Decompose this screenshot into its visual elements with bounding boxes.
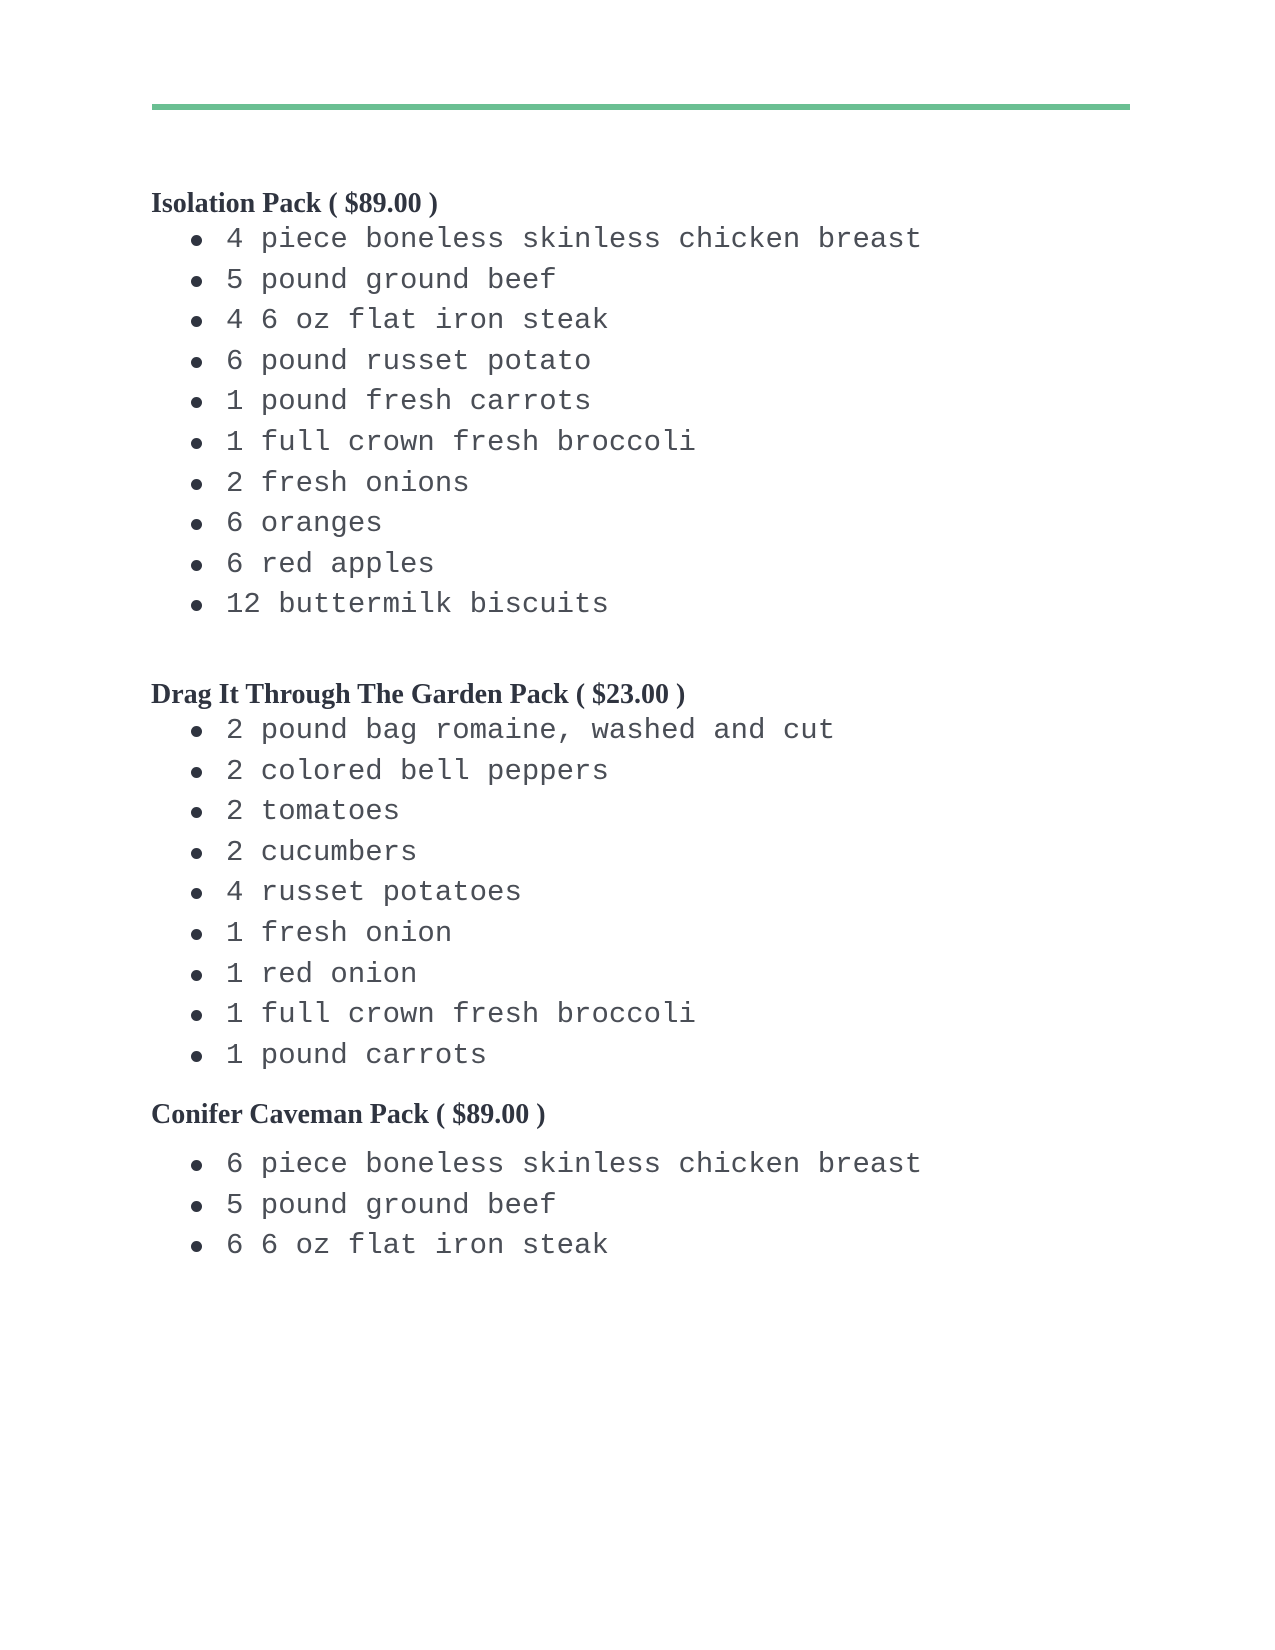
item-text: 1 pound carrots (226, 1038, 488, 1072)
bullet-icon (191, 560, 202, 571)
pack-section-caveman (151, 1097, 1151, 1267)
section-title: Conifer Caveman Pack ( $89.00 ) (151, 1099, 546, 1130)
item-list (151, 220, 1151, 626)
item-text: 6 6 oz flat iron steak (226, 1229, 609, 1263)
list-item (151, 792, 1151, 833)
bullet-icon (191, 1010, 202, 1021)
item-text: 1 pound fresh carrots (226, 385, 592, 419)
bullet-icon (191, 807, 202, 818)
bullet-icon (191, 357, 202, 368)
list-item (151, 585, 1151, 626)
bullet-icon (191, 316, 202, 327)
bullet-icon (191, 1051, 202, 1062)
bullet-icon (191, 888, 202, 899)
list-item (151, 504, 1151, 545)
item-text: 2 colored bell peppers (226, 754, 609, 788)
item-text: 2 cucumbers (226, 835, 418, 869)
item-text: 2 tomatoes (226, 795, 401, 829)
bullet-icon (191, 600, 202, 611)
bullet-icon (191, 519, 202, 530)
list-item (151, 261, 1151, 302)
item-text: 1 full crown fresh broccoli (226, 425, 696, 459)
item-list (151, 711, 1151, 1076)
list-item (151, 711, 1151, 752)
list-item (151, 545, 1151, 586)
item-text: 2 pound bag romaine, washed and cut (226, 714, 836, 747)
list-item (151, 464, 1151, 505)
list-item (151, 1226, 1151, 1267)
bullet-icon (191, 479, 202, 490)
item-text: 5 pound ground beef (226, 1188, 557, 1222)
item-text: 1 full crown fresh broccoli (226, 998, 696, 1032)
bullet-icon (191, 767, 202, 778)
item-text: 12 buttermilk biscuits (226, 588, 609, 622)
bullet-icon (191, 929, 202, 940)
bullet-icon (191, 397, 202, 408)
item-list (151, 1145, 1151, 1267)
bullet-icon (191, 848, 202, 859)
item-text: 6 red apples (226, 547, 435, 581)
list-item (151, 423, 1151, 464)
item-text: 6 pound russet potato (226, 344, 592, 378)
item-text: 4 6 oz flat iron steak (226, 304, 609, 338)
section-title: Drag It Through The Garden Pack ( $23.00 ) (151, 679, 686, 710)
item-text: 6 oranges (226, 507, 383, 541)
item-text: 6 piece boneless skinless chicken breast (226, 1148, 923, 1181)
list-item (151, 1145, 1151, 1186)
item-text: 1 red onion (226, 957, 418, 991)
section-title: Isolation Pack ( $89.00 ) (151, 188, 438, 219)
header-divider (152, 104, 1130, 110)
pack-section-garden (151, 677, 1151, 1076)
list-item (151, 955, 1151, 996)
list-item (151, 220, 1151, 261)
item-text: 1 fresh onion (226, 916, 453, 950)
list-item (151, 873, 1151, 914)
pack-section-isolation (151, 186, 1151, 626)
item-text: 5 pound ground beef (226, 263, 557, 297)
item-text: 4 piece boneless skinless chicken breast (226, 223, 923, 256)
bullet-icon (191, 438, 202, 449)
bullet-icon (191, 276, 202, 287)
bullet-icon (191, 970, 202, 981)
bullet-icon (191, 726, 202, 737)
list-item (151, 301, 1151, 342)
bullet-icon (191, 235, 202, 246)
list-item (151, 752, 1151, 793)
list-item (151, 342, 1151, 383)
item-text: 2 fresh onions (226, 466, 470, 500)
item-text: 4 russet potatoes (226, 876, 522, 910)
list-item (151, 914, 1151, 955)
list-item (151, 1186, 1151, 1227)
list-item (151, 833, 1151, 874)
list-item (151, 1036, 1151, 1077)
list-item (151, 995, 1151, 1036)
bullet-icon (191, 1241, 202, 1252)
bullet-icon (191, 1201, 202, 1212)
list-item (151, 382, 1151, 423)
bullet-icon (191, 1160, 202, 1171)
